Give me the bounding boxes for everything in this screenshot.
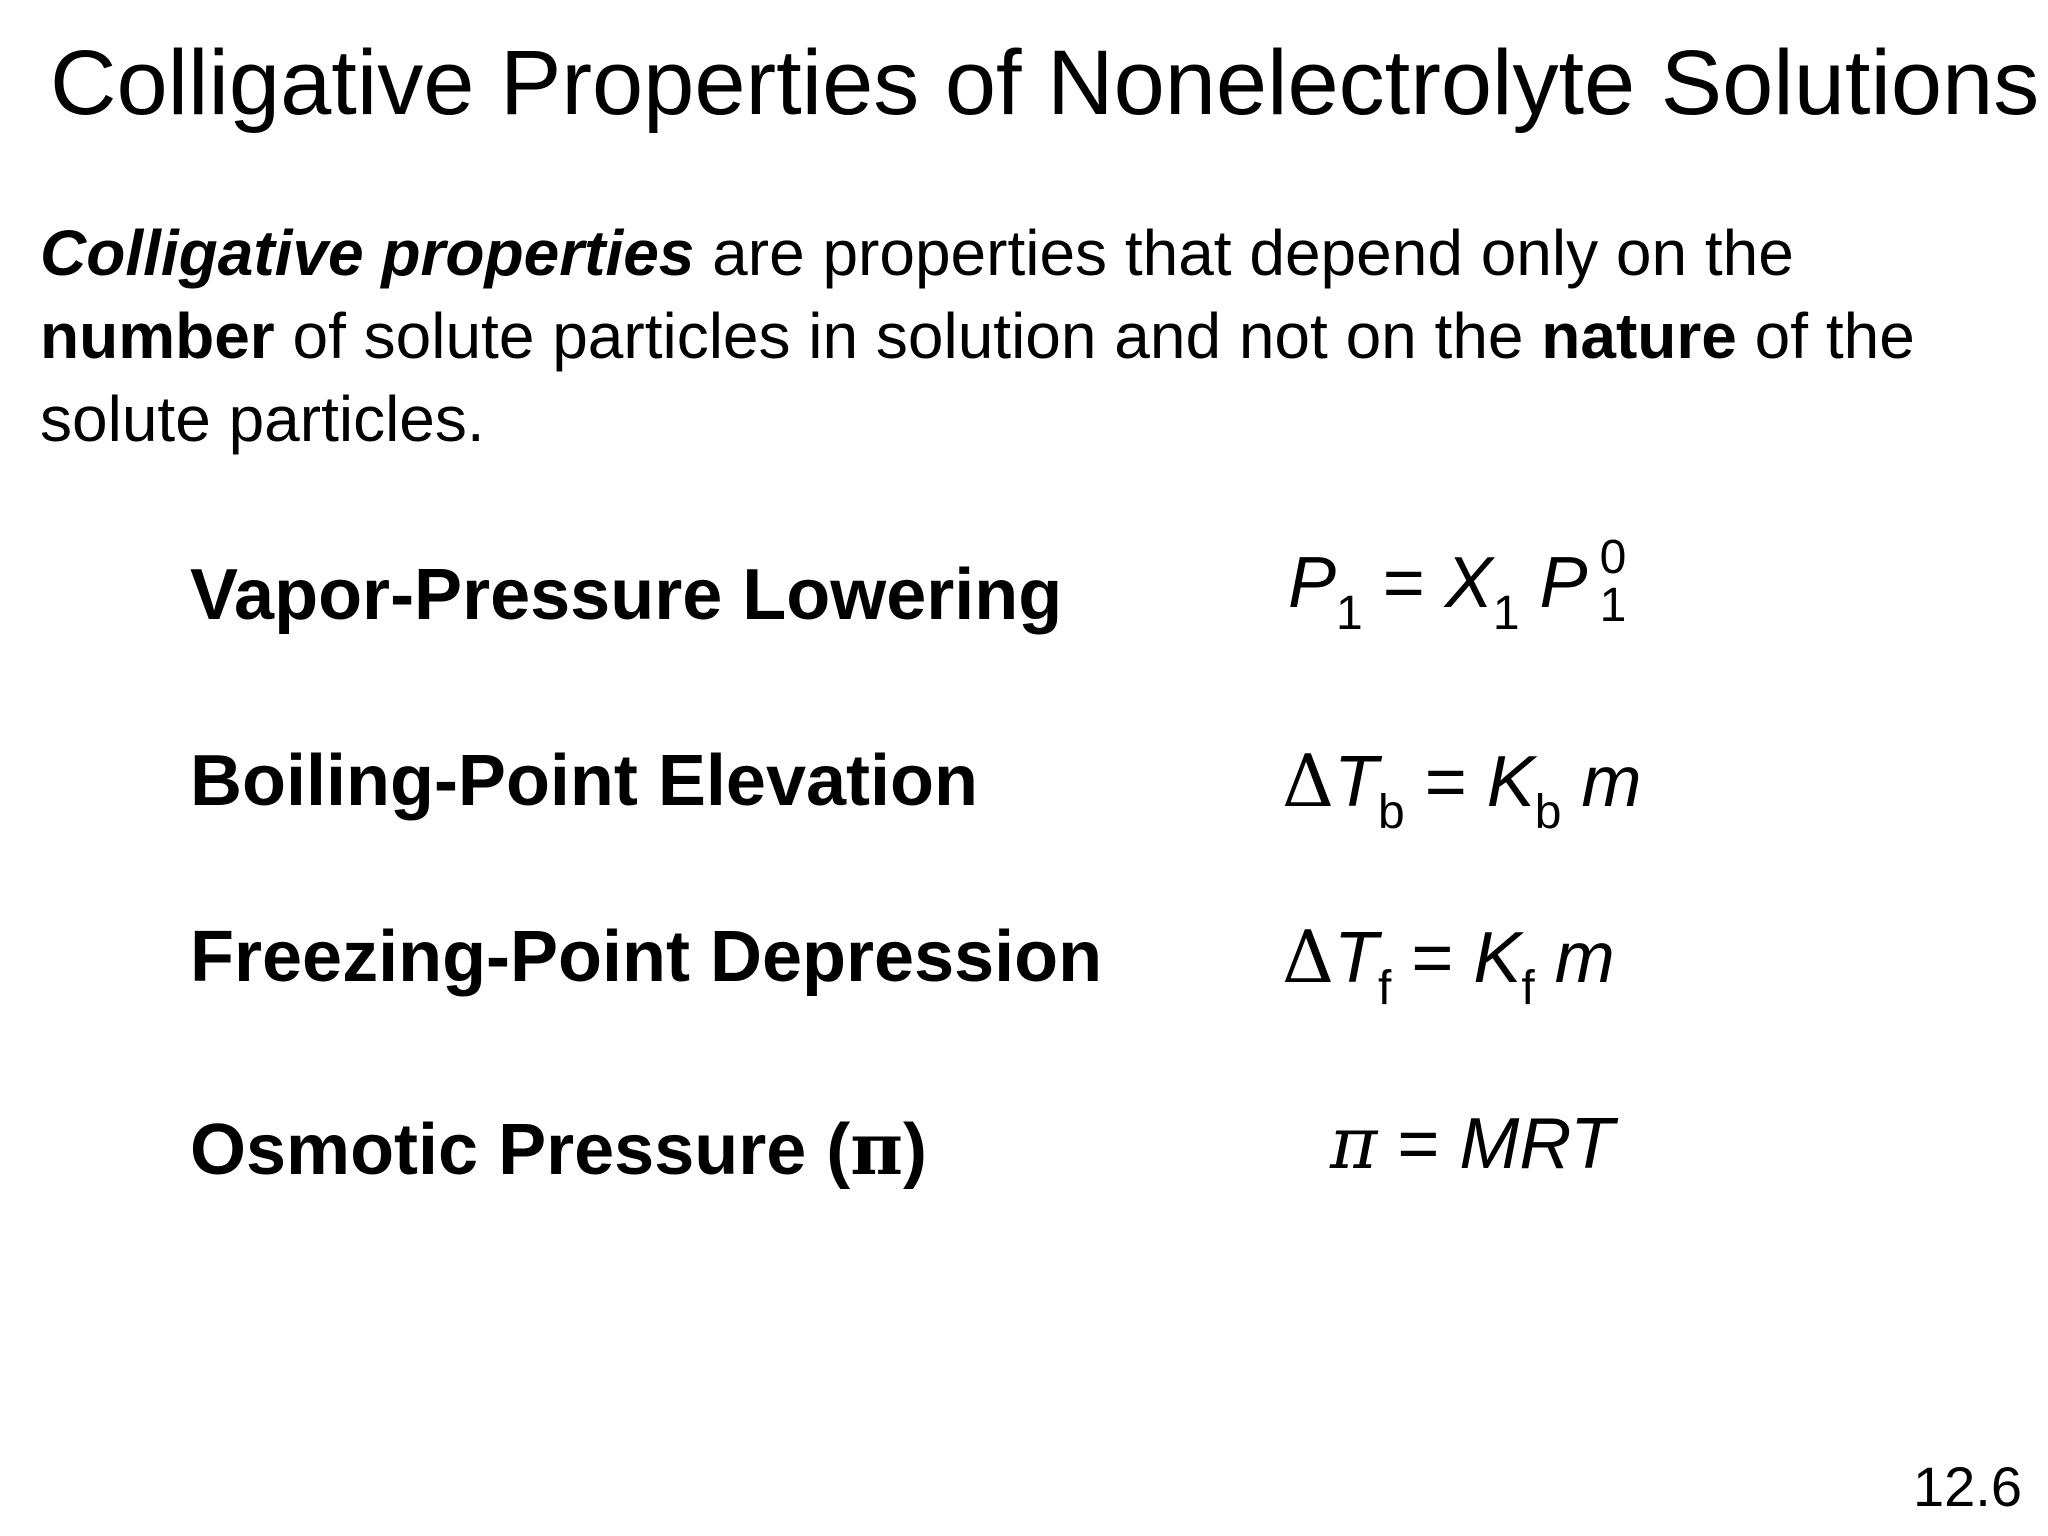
formula-sub: 1	[1599, 579, 1627, 632]
osmotic-label-text: Osmotic Pressure (	[190, 1110, 851, 1190]
formula-sup-sub-stack	[1588, 531, 1627, 632]
formula-freezing-point	[1282, 912, 1615, 1015]
pi-symbol: π	[1330, 1101, 1378, 1185]
slide-number: 12.6	[1913, 1455, 2022, 1518]
formula-var-p: P	[1539, 543, 1588, 623]
formula-boiling-point	[1282, 736, 1642, 839]
delta-symbol: Δ	[1282, 915, 1334, 999]
definition-paragraph	[40, 212, 2020, 461]
formula-var-t: T	[1334, 918, 1378, 998]
definition-term: Colligative properties	[40, 217, 695, 289]
formula-sub: f	[1377, 962, 1392, 1015]
formula-var-k: K	[1486, 742, 1535, 822]
formula-var-m: m	[1581, 742, 1642, 822]
formula-equals: =	[1377, 1104, 1460, 1184]
formula-sub: 1	[1336, 587, 1363, 640]
formula-osmotic-pressure	[1330, 1098, 1614, 1189]
formula-equals: =	[1362, 543, 1445, 623]
definition-text-1: are properties that depend only on the	[694, 217, 1794, 289]
definition-text-2: of solute particles in solution and not on the	[274, 300, 1542, 372]
formula-var-mrt: MRT	[1459, 1104, 1615, 1184]
delta-symbol: Δ	[1282, 739, 1334, 823]
formula-sub: b	[1534, 786, 1562, 839]
formula-sub: b	[1377, 786, 1405, 839]
formula-equals: =	[1404, 742, 1487, 822]
formula-sup: 0	[1599, 531, 1627, 584]
definition-emphasis-number: number	[40, 300, 275, 372]
formula-var-p1: P	[1288, 543, 1337, 623]
osmotic-label-close: )	[902, 1110, 927, 1190]
definition-emphasis-nature: nature	[1541, 300, 1737, 372]
property-label-freezing-point: Freezing-Point Depression	[190, 917, 1103, 997]
formula-var-t: T	[1334, 742, 1378, 822]
definition-text-3: of the solute particles.	[40, 300, 1915, 455]
formula-vapor-pressure	[1288, 531, 1627, 640]
formula-var-k: K	[1473, 918, 1522, 998]
formula-sub: f	[1521, 962, 1535, 1015]
property-label-boiling-point: Boiling-Point Elevation	[190, 741, 978, 821]
formula-sub: 1	[1492, 587, 1520, 640]
formula-equals: =	[1391, 918, 1474, 998]
formula-var-x: X	[1444, 543, 1493, 623]
property-label-osmotic-pressure	[190, 1104, 927, 1195]
formula-var-m: m	[1554, 918, 1615, 998]
property-label-vapor-pressure: Vapor-Pressure Lowering	[190, 555, 1063, 635]
slide-title: Colligative Properties of Nonelectrolyte Solutions	[50, 32, 2040, 134]
pi-symbol: π	[850, 1106, 903, 1191]
